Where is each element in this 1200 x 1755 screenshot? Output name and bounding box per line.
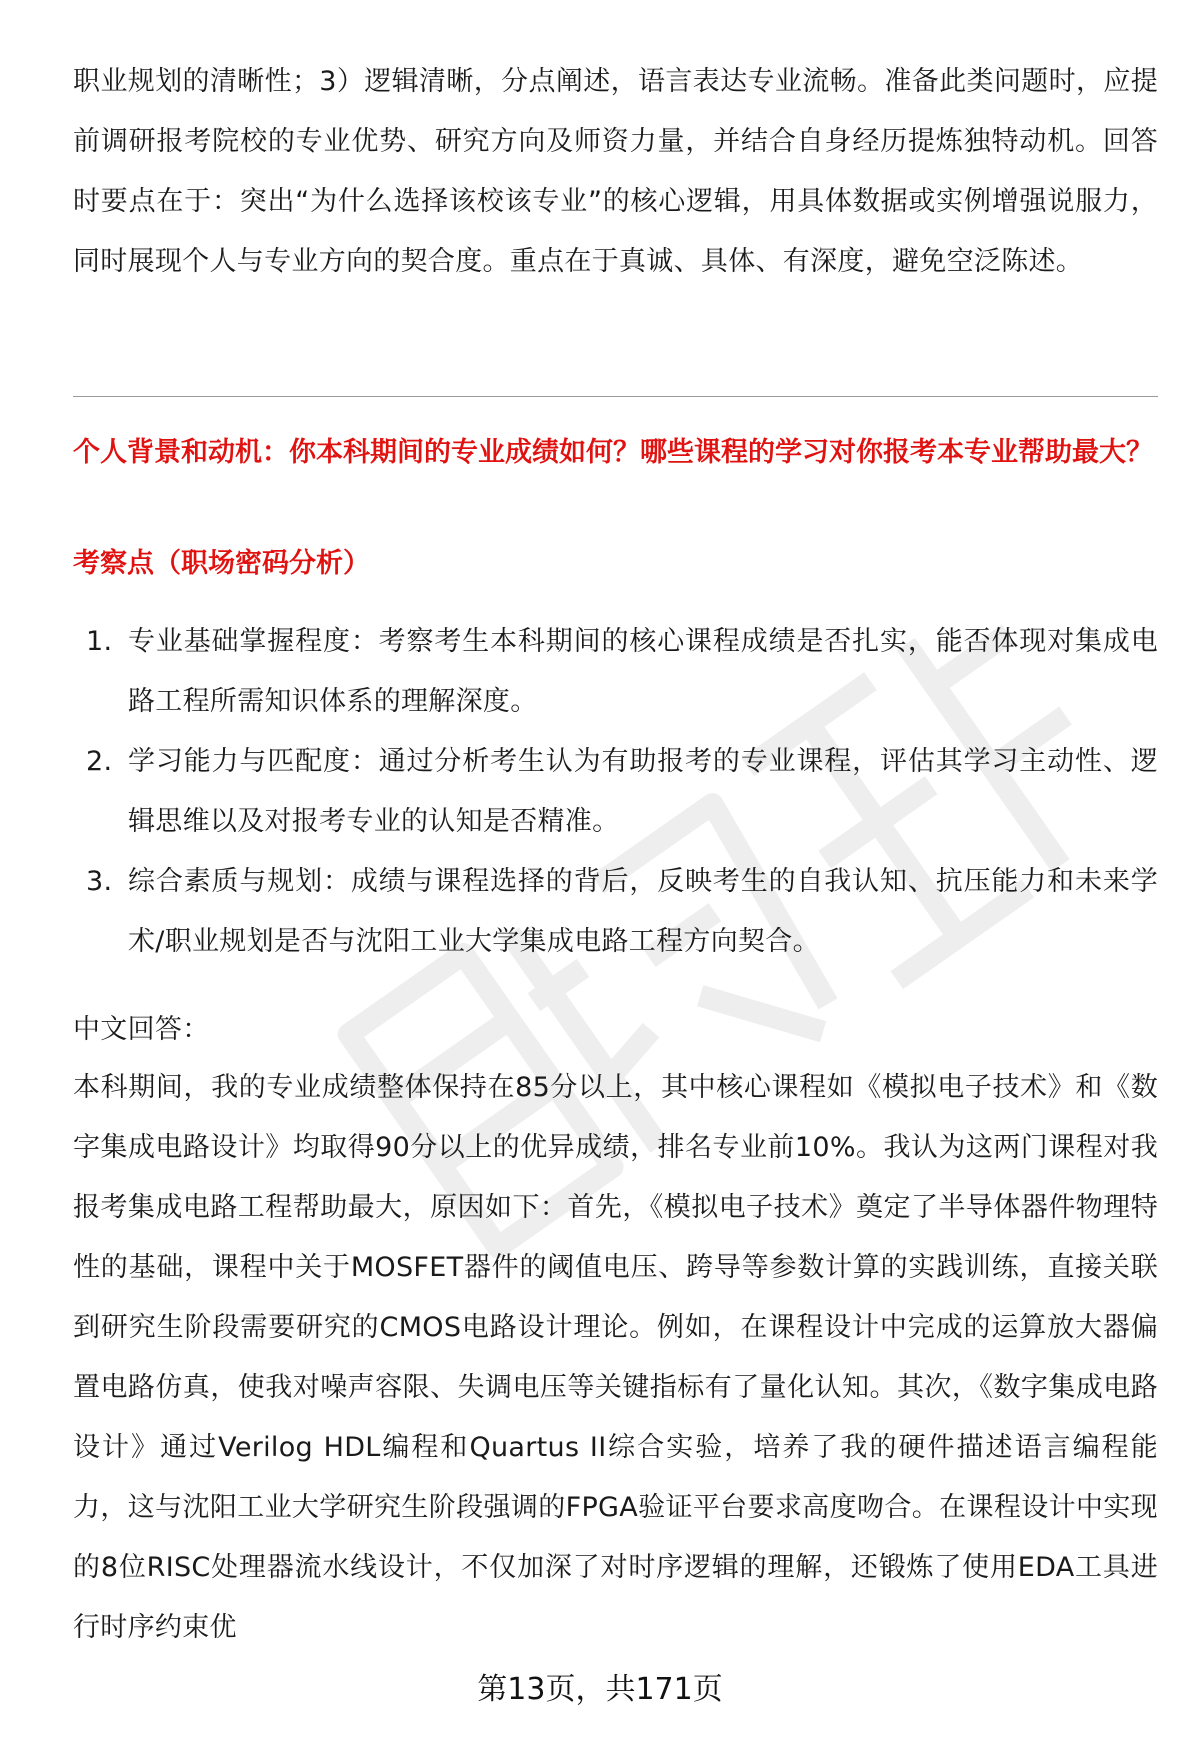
list-item <box>73 852 1158 972</box>
list-item-number: 2. <box>86 746 113 777</box>
list-item-number: 1. <box>86 626 113 657</box>
page-number: 第13页，共171页 <box>477 1672 723 1707</box>
assessment-points-list <box>73 612 1158 972</box>
list-item-text: 综合素质与规划：成绩与课程选择的背后，反映考生的自我认知、抗压能力和未来学术/职业规划是否与沈阳工业大学集成电路工程方向契合。 <box>128 866 1158 957</box>
section-title: 考察点（职场密码分析） <box>73 548 370 579</box>
intro-paragraph: 职业规划的清晰性；3）逻辑清晰，分点阐述，语言表达专业流畅。准备此类问题时，应提前调研报考院校的专业优势、研究方向及师资力量，并结合自身经历提炼独特动机。回答时要点在于：突出“为什么选择该校该专业”的核心逻辑，用具体数据或实例增强说服力，同时展现个人与专业方向的契合度。重点在于真诚、具体、有深度，避免空泛陈述。 <box>73 66 1158 277</box>
list-item-text: 学习能力与匹配度：通过分析考生认为有助报考的专业课程，评估其学习主动性、逻辑思维以及对报考专业的认知是否精准。 <box>128 746 1158 837</box>
question-heading: 个人背景和动机：你本科期间的专业成绩如何？哪些课程的学习对你报考本专业帮助最大？ <box>73 437 1153 468</box>
list-item-number: 3. <box>86 866 113 897</box>
answer-paragraph: 本科期间，我的专业成绩整体保持在85分以上，其中核心课程如《模拟电子技术》和《数字集成电路设计》均取得90分以上的优异成绩，排名专业前10%。我认为这两门课程对我报考集成电路工程帮助最大，原因如下：首先，《模拟电子技术》奠定了半导体器件物理特性的基础，课程中关于MOSFET器件的阈值电压、跨导等参数计算的实践训练，直接关联到研究生阶段需要研究的CMOS电路设计理论。例如，在课程设计中完成的运算放大器偏置电路仿真，使我对噪声容限、失调电压等关键指标有了量化认知。其次，《数字集成电路设计》通过Verilog HDL编程和Quartus II综合实验，培养了我的硬件描述语言编程能力，这与沈阳工业大学研究生阶段强调的FPGA验证平台要求高度吻合。在课程设计中实现的8位RISC处理器流水线设计，不仅加深了对时序逻辑的理解，还锻炼了使用EDA工具进行时序约束优 <box>73 1072 1158 1643</box>
list-item-text: 专业基础掌握程度：考察考生本科期间的核心课程成绩是否扎实，能否体现对集成电路工程所需知识体系的理解深度。 <box>128 626 1158 717</box>
answer-label: 中文回答： <box>73 1014 210 1045</box>
list-item <box>73 612 1158 732</box>
section-divider <box>73 396 1158 397</box>
list-item <box>73 732 1158 852</box>
